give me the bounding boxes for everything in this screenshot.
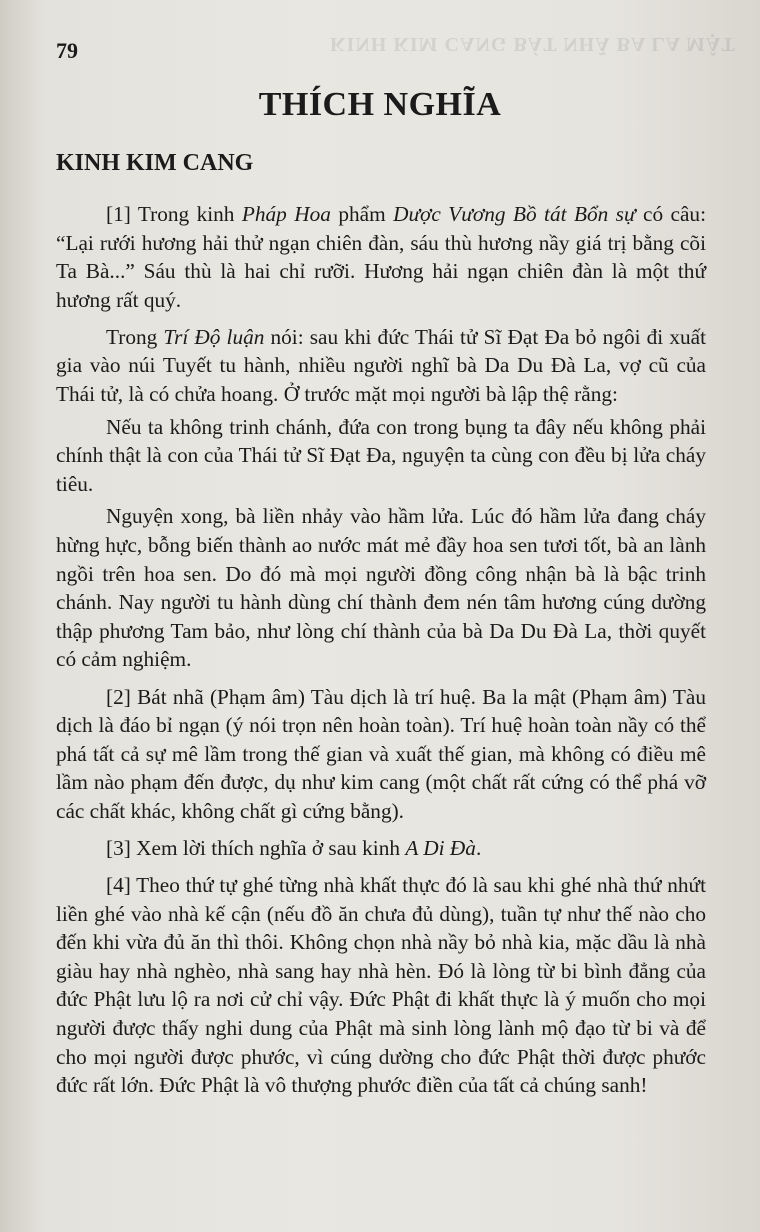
page-number: 79 — [56, 38, 78, 63]
paragraph-2: Trong Trí Độ luận nói: sau khi đức Thái tử Sĩ Đạt Đa bỏ ngôi đi xuất gia vào núi Tuyết tu hành, nhiều người nghĩ bà Da Du Đà La, vợ cũ của Thái tử, là có chửa hoang. Ở trước mặt mọi người bà lập thệ rằng: — [56, 324, 706, 407]
body-text — [56, 200, 706, 1108]
paragraph-4: Nguyện xong, bà liền nhảy vào hầm lửa. Lúc đó hầm lửa đang cháy hừng hực, bỗng biến thành ao nước mát mẻ đầy hoa sen tươi tốt, bà an lành ngồi trên hoa sen. Do đó mà mọi người đồng công nhận bà là bậc trinh chánh. Nay người tu hành dùng chí thành đem nén tâm hương cúng dường thập phương Tam bảo, như lòng chí thành của bà Da Du Đà La, thời quyết có cảm nghiệm. — [56, 504, 706, 672]
work-title: A Di Đà — [405, 835, 476, 860]
paragraph-1: [1] Trong kinh Pháp Hoa phẩm Dược Vương Bồ tát Bổn sự có câu: “Lại rưới hương hải thử ngạn chiên đàn, sáu thù hương nầy giá trị bằng cõi Ta Bà...” Sáu thù là hai chỉ rưỡi. Hương hải ngạn chiên đàn là một thứ hương rất quý. — [56, 202, 706, 312]
work-title: Pháp Hoa — [241, 202, 331, 226]
bleed-through-text: KINH KIM CANG BÁT NHÃ BA LA MẬT — [330, 33, 736, 55]
paragraph-6: [3] Xem lời thích nghĩa ở sau kinh A Di Đà. — [106, 835, 482, 860]
work-title: Trí Độ luận — [163, 324, 265, 349]
paragraph-7: [4] Theo thứ tự ghé từng nhà khất thực đó là sau khi ghé nhà thứ nhứt liền ghé vào nhà kế cận (nếu đồ ăn chưa đủ dùng), tuần tự như thế nào cho đến khi vừa đủ ăn thì thôi. Không chọn nhà nầy bỏ nhà kia, mặc dầu là nhà giàu hay nhà nghèo, nhà sang hay nhà hèn. Đó là lòng từ bi bình đẳng của đức Phật lưu lộ ra nơi cử chỉ vậy. Đức Phật đi khất thực là ý muốn cho mọi người được thấy nghi dung của Phật mà sinh lòng lành mộ đạo từ bi và để cho mọi người được phước, vì cúng dường cho đức Phật thời được phước đức rất lớn. Đức Phật là vô thượng phước điền của tất cả chúng sanh! — [56, 873, 706, 1098]
page-title: THÍCH NGHĨA — [258, 86, 502, 123]
section-heading: KINH KIM CANG — [56, 150, 254, 176]
paragraph-3: Nếu ta không trinh chánh, đứa con trong bụng ta đây nếu không phải chính thật là con của Thái tử Sĩ Đạt Đa, nguyện ta cùng con đều bị lửa cháy tiêu. — [56, 414, 706, 496]
chapter-title: Dược Vương Bồ tát Bổn sự — [393, 202, 636, 226]
paragraph-5: [2] Bát nhã (Phạm âm) Tàu dịch là trí huệ. Ba la mật (Phạm âm) Tàu dịch là đáo bỉ ngạn (ý nói trọn nên hoàn toàn). Trí huệ hoàn toàn nầy có thể phá tất cả sự mê lầm trong thế gian và xuất thế gian, mà không có điều mê lầm nào phạm đến được, dụ như kim cang (một chất rất cứng có thể phá vỡ các chất khác, không chất gì cứng bằng). — [56, 684, 706, 823]
